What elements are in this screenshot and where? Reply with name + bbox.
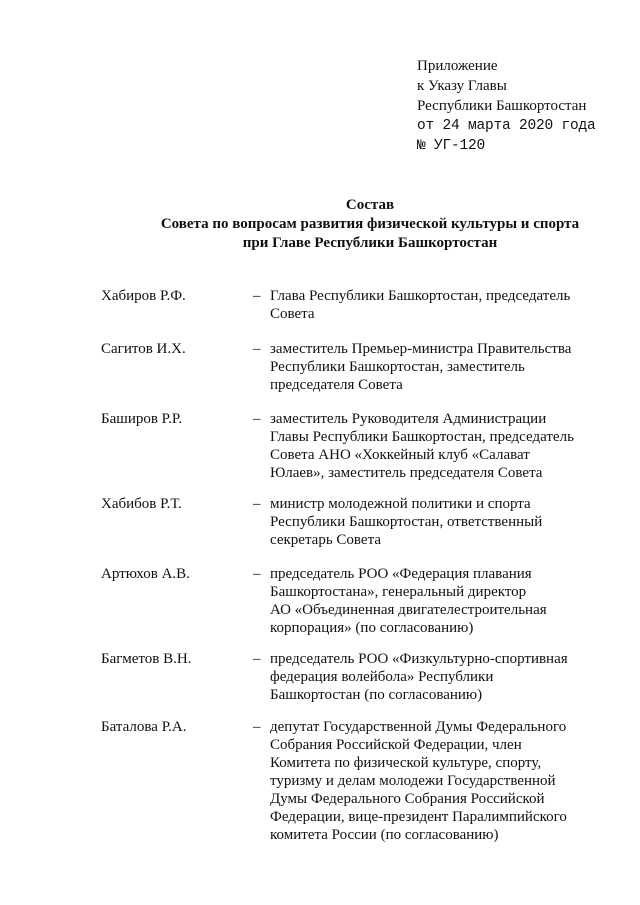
role-line: Глава Республики Башкортостан, председатель (270, 288, 571, 304)
role-line: федерация волейбола» Республики (270, 669, 494, 685)
member-role (270, 340, 615, 394)
role-line: Федерации, вице-президент Паралимпийского (270, 809, 567, 825)
role-line: Совета АНО «Хоккейный клуб «Салават (270, 447, 530, 463)
document-title (100, 196, 640, 253)
role-line: секретарь Совета (270, 532, 381, 548)
role-line: Республики Башкортостан, ответственный (270, 514, 543, 530)
role-line: заместитель Премьер-министра Правительства (270, 341, 572, 357)
role-line: Башкортостана», генеральный директор (270, 584, 527, 600)
member-role (270, 565, 615, 637)
member-name: Артюхов А.В. (101, 566, 190, 582)
role-line: Совета (270, 306, 315, 322)
appendix-line: Республики Башкортостан (417, 98, 587, 114)
member-role (270, 718, 615, 844)
role-line: министр молодежной политики и спорта (270, 496, 531, 512)
role-line: Башкортостан (по согласованию) (270, 687, 483, 703)
member-name: Хабиров Р.Ф. (101, 288, 186, 304)
role-line: Комитета по физической культуре, спорту, (270, 755, 542, 771)
role-line: Собрания Российской Федерации, член (270, 737, 522, 753)
member-name: Багметов В.Н. (101, 651, 192, 667)
role-line: депутат Государственной Думы Федерального (270, 719, 567, 735)
member-role (270, 410, 615, 482)
appendix-header (417, 56, 632, 156)
role-line: заместитель Руководителя Администрации (270, 411, 547, 427)
appendix-line: Приложение (417, 58, 498, 74)
member-role (270, 287, 615, 323)
role-line: АО «Объединенная двигателестроительная (270, 602, 547, 618)
member-role (270, 495, 615, 549)
title-line: Состав (345, 197, 395, 213)
role-line: председателя Совета (270, 377, 403, 393)
role-line: Думы Федерального Собрания Российской (270, 791, 545, 807)
member-name: Хабибов Р.Т. (101, 496, 182, 512)
role-line: председатель РОО «Физкультурно-спортивная (270, 651, 568, 667)
role-line: туризму и делам молодежи Государственной (270, 773, 556, 789)
member-name: Баширов Р.Р. (101, 411, 183, 427)
role-line: Республики Башкортостан, заместитель (270, 359, 525, 375)
member-dash: – (253, 288, 261, 304)
member-dash: – (253, 341, 261, 357)
member-role (270, 650, 615, 704)
member-dash: – (253, 719, 261, 735)
appendix-date: от 24 марта 2020 года (417, 118, 596, 134)
role-line: Юлаев», заместитель председателя Совета (270, 465, 543, 481)
appendix-number: № УГ-120 (417, 138, 486, 154)
member-dash: – (253, 496, 261, 512)
appendix-line: к Указу Главы (417, 78, 507, 94)
member-name: Баталова Р.А. (101, 719, 187, 735)
member-dash: – (253, 651, 261, 667)
member-name: Сагитов И.Х. (101, 341, 186, 357)
role-line: корпорация» (по согласованию) (270, 620, 474, 636)
role-line: комитета России (по согласованию) (270, 827, 499, 843)
role-line: Главы Республики Башкортостан, председатель (270, 429, 574, 445)
title-line: Совета по вопросам развития физической культуры и спорта (160, 216, 580, 232)
role-line: председатель РОО «Федерация плавания (270, 566, 532, 582)
member-dash: – (253, 411, 261, 427)
member-dash: – (253, 566, 261, 582)
title-line: при Главе Республики Башкортостан (242, 235, 498, 251)
